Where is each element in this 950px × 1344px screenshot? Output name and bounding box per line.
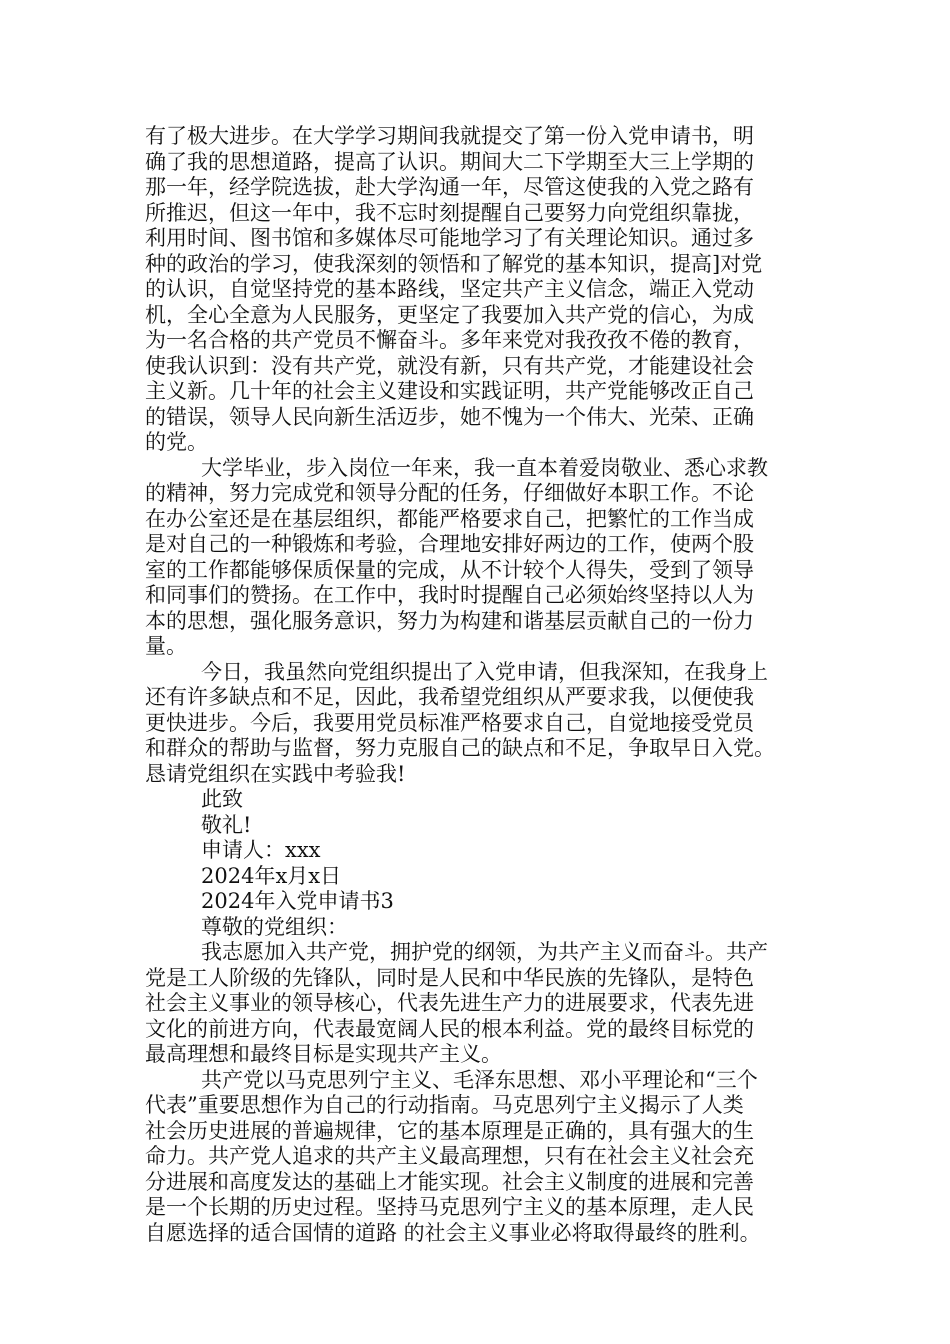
text-line: 种的政治的学习，使我深刻的领悟和了解党的基本知识，提高]对党: [145, 251, 763, 276]
document-body: [145, 124, 817, 1246]
text-line: 是对自己的一种锻炼和考验，合理地安排好两边的工作，使两个股: [145, 532, 754, 556]
text-line: 的党。: [145, 430, 208, 454]
text-line: 和同事们的赞扬。在工作中，我时时提醒自己必须始终坚持以人为: [145, 583, 754, 607]
text-line: 本的思想，强化服务意识，努力为构建和谐基层贡献自己的一份力: [145, 608, 754, 633]
text-line: 命力。共产党人追求的共产主义最高理想，只有在社会主义社会充: [145, 1144, 754, 1168]
text-line: 尊敬的党组织：: [201, 914, 348, 939]
text-line: 量。: [145, 634, 187, 658]
text-line: 分进展和高度发达的基础上才能实现。社会主义制度的进展和完善: [145, 1169, 754, 1194]
text-line: 那一年，经学院选拔，赴大学沟通一年，尽管这使我的入党之路有: [145, 175, 754, 199]
text-line: 的认识，自觉坚持党的基本路线，坚定共产主义信念，端正入党动: [145, 277, 754, 301]
text-line: 室的工作都能够保质保量的完成，从不计较个人得失，受到了领导: [145, 557, 754, 582]
text-line: 申请人：xxx: [201, 838, 321, 862]
text-line: 社会历史进展的普遍规律，它的基本原理是正确的，具有强大的生: [145, 1118, 754, 1143]
text-line: 恳请党组织在实践中考验我!: [145, 761, 406, 786]
text-line: 我志愿加入共产党，拥护党的纲领，为共产主义而奋斗。共产: [201, 940, 768, 964]
text-line: 今日，我虽然向党组织提出了入党申请，但我深知，在我身上: [201, 659, 768, 684]
text-line: 文化的前进方向，代表最宽阔人民的根本利益。党的最终目标党的: [145, 1016, 754, 1041]
text-line: 和群众的帮助与监督，努力克服自己的缺点和不足，争取早日入党。: [145, 736, 775, 760]
text-line: 所推迟，但这一年中，我不忘时刻提醒自己要努力向党组织靠拢，: [145, 200, 754, 225]
text-line: 2024年入党申请书3: [201, 889, 394, 913]
text-line: 共产党以马克思列宁主义、毛泽东思想、邓小平理论和“三个: [201, 1067, 758, 1092]
text-line: 使我认识到：没有共产党，就没有新，只有共产党，才能建设社会: [145, 353, 754, 378]
text-line: 还有许多缺点和不足，因此，我希望党组织从严要求我，以便使我: [145, 685, 754, 709]
text-line: 最高理想和最终目标是实现共产主义。: [145, 1042, 502, 1066]
text-line: 社会主义事业的领导核心，代表先进生产力的进展要求，代表先进: [145, 991, 754, 1015]
text-line: 此致: [201, 787, 243, 811]
text-line: 代表”重要思想作为自己的行动指南。马克思列宁主义揭示了人类: [145, 1093, 744, 1117]
text-line: 为一名合格的共产党员不懈奋斗。多年来党对我孜孜不倦的教育，: [145, 328, 754, 352]
text-line: 机，全心全意为人民服务，更坚定了我要加入共产党的信心，为成: [145, 302, 754, 327]
text-line: 的错误，领导人民向新生活迈步，她不愧为一个伟大、光荣、正确: [145, 404, 754, 429]
text-line: 的精神，努力完成党和领导分配的任务，仔细做好本职工作。不论: [145, 481, 754, 505]
text-line: 是一个长期的历史过程。坚持马克思列宁主义的基本原理，走人民: [145, 1195, 754, 1219]
text-line: 敬礼!: [201, 812, 252, 837]
text-line: 更快进步。今后，我要用党员标准严格要求自己，自觉地接受党员: [145, 710, 754, 735]
text-line: 党是工人阶级的先锋队，同时是人民和中华民族的先锋队，是特色: [145, 965, 754, 990]
text-line: 利用时间、图书馆和多媒体尽可能地学习了有关理论知识。通过多: [145, 226, 754, 250]
text-line: 自愿选择的适合国情的道路 的社会主义事业必将取得最终的胜利。: [145, 1220, 761, 1245]
text-line: 有了极大进步。在大学学习期间我就提交了第一份入党申请书，明: [145, 124, 754, 148]
text-line: 大学毕业，步入岗位一年来，我一直本着爱岗敬业、悉心求教: [201, 455, 768, 480]
text-line: 在办公室还是在基层组织，都能严格要求自己，把繁忙的工作当成: [145, 506, 754, 531]
text-line: 主义新。几十年的社会主义建设和实践证明，共产党能够改正自己: [145, 379, 754, 403]
text-line: 确了我的思想道路，提高了认识。期间大二下学期至大三上学期的: [145, 149, 754, 174]
text-line: 2024年x月x日: [201, 863, 342, 888]
